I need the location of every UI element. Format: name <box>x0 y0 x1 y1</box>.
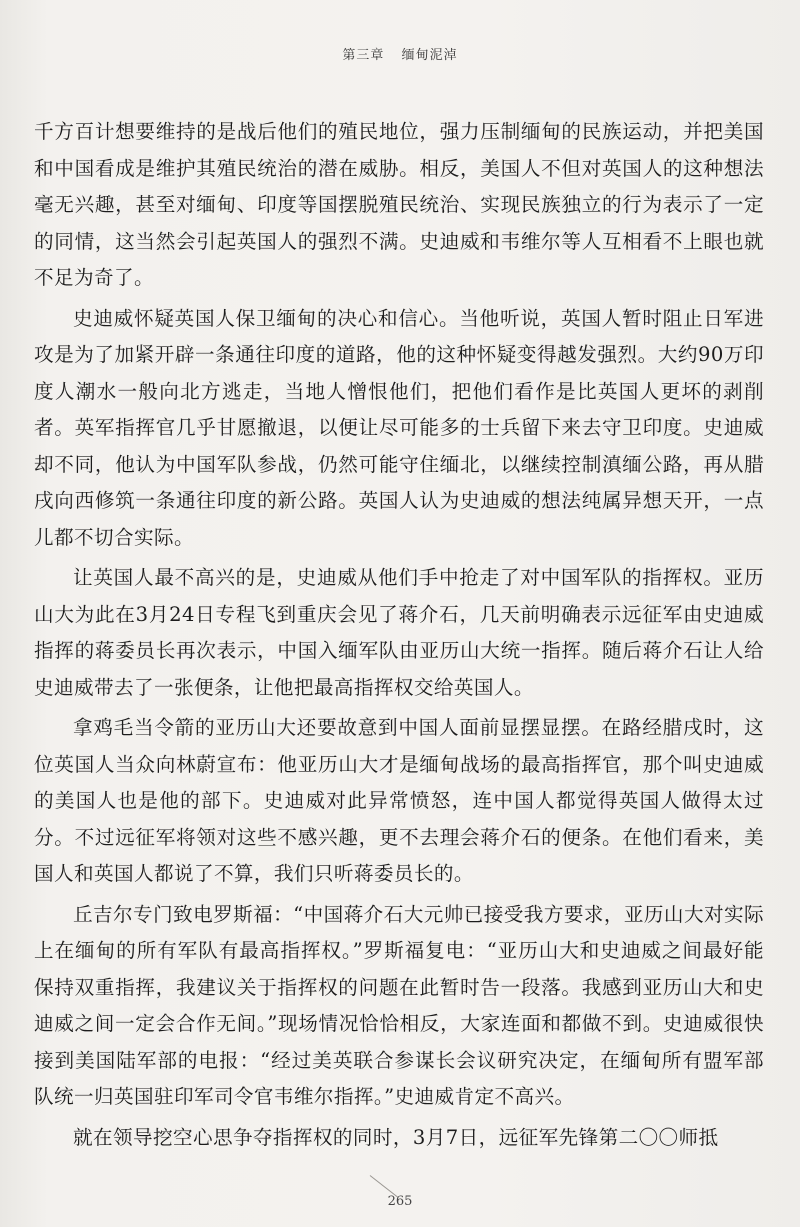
paragraph: 史迪威怀疑英国人保卫缅甸的决心和信心。当他听说，英国人暂时阻止日军进攻是为了加紧开辟一条通往印度的道路，他的这种怀疑变得越发强烈。大约90万印度人潮水一般向北方逃走，当地人憎恨他们，把他们看作是比英国人更坏的剥削者。英军指挥官几乎甘愿撤退，以便让尽可能多的士兵留下来去守卫印度。史迪威却不同，他认为中国军队参战，仍然可能守住缅北，以继续控制滇缅公路，再从腊戌向西修筑一条通往印度的新公路。英国人认为史迪威的想法纯属异想天开，一点儿都不切合实际。 <box>34 306 764 549</box>
paragraph: 让英国人最不高兴的是，史迪威从他们手中抢走了对中国军队的指挥权。亚历山大为此在3月24日专程飞到重庆会见了蒋介石，几天前明确表示远征军由史迪威指挥的蒋委员长再次表示，中国入缅军队由亚历山大统一指挥。随后蒋介石让人给史迪威带去了一张便条，让他把最高指挥权交给英国人。 <box>34 566 764 699</box>
chapter-title: 缅甸泥淖 <box>401 48 458 63</box>
chapter-number: 第三章 <box>342 48 385 63</box>
paragraph: 拿鸡毛当令箭的亚历山大还要故意到中国人面前显摆显摆。在路经腊戌时，这位英国人当众向林蔚宣布：他亚历山大才是缅甸战场的最高指挥官，那个叫史迪威的美国人也是他的部下。史迪威对此异常愤怒，连中国人都觉得英国人做得太过分。不过远征军将领对这些不感兴趣，更不去理会蒋介石的便条。在他们看来，美国人和英国人都说了不算，我们只听蒋委员长的。 <box>34 716 764 885</box>
body-text <box>34 114 764 1160</box>
paragraph: 就在领导挖空心思争夺指挥权的同时，3月7日，远征军先锋第二〇〇师抵 <box>73 1125 719 1149</box>
paragraph: 千方百计想要维持的是战后他们的殖民地位，强力压制缅甸的民族运动，并把美国和中国看成是维护其殖民统治的潜在威胁。相反，美国人不但对英国人的这种想法毫无兴趣，甚至对缅甸、印度等国摆脱殖民统治、实现民族独立的行为表示了一定的同情，这当然会引起英国人的强烈不满。史迪威和韦维尔等人互相看不上眼也就不足为奇了。 <box>34 120 764 289</box>
running-header <box>0 44 800 63</box>
page-number: 265 <box>387 1194 413 1209</box>
paragraph: 丘吉尔专门致电罗斯福：“中国蒋介石大元帅已接受我方要求，亚历山大对实际上在缅甸的所有军队有最高指挥权。”罗斯福复电：“亚历山大和史迪威之间最好能保持双重指挥，我建议关于指挥权的问题在此暂时告一段落。我感到亚历山大和史迪威之间一定会合作无间。”现场情况恰恰相反，大家连面和都做不到。史迪威很快接到美国陆军部的电报：“经过美英联合参谋长会议研究决定，在缅甸所有盟军部队统一归英国驻印军司令官韦维尔指挥。”史迪威肯定不高兴。 <box>34 902 764 1108</box>
